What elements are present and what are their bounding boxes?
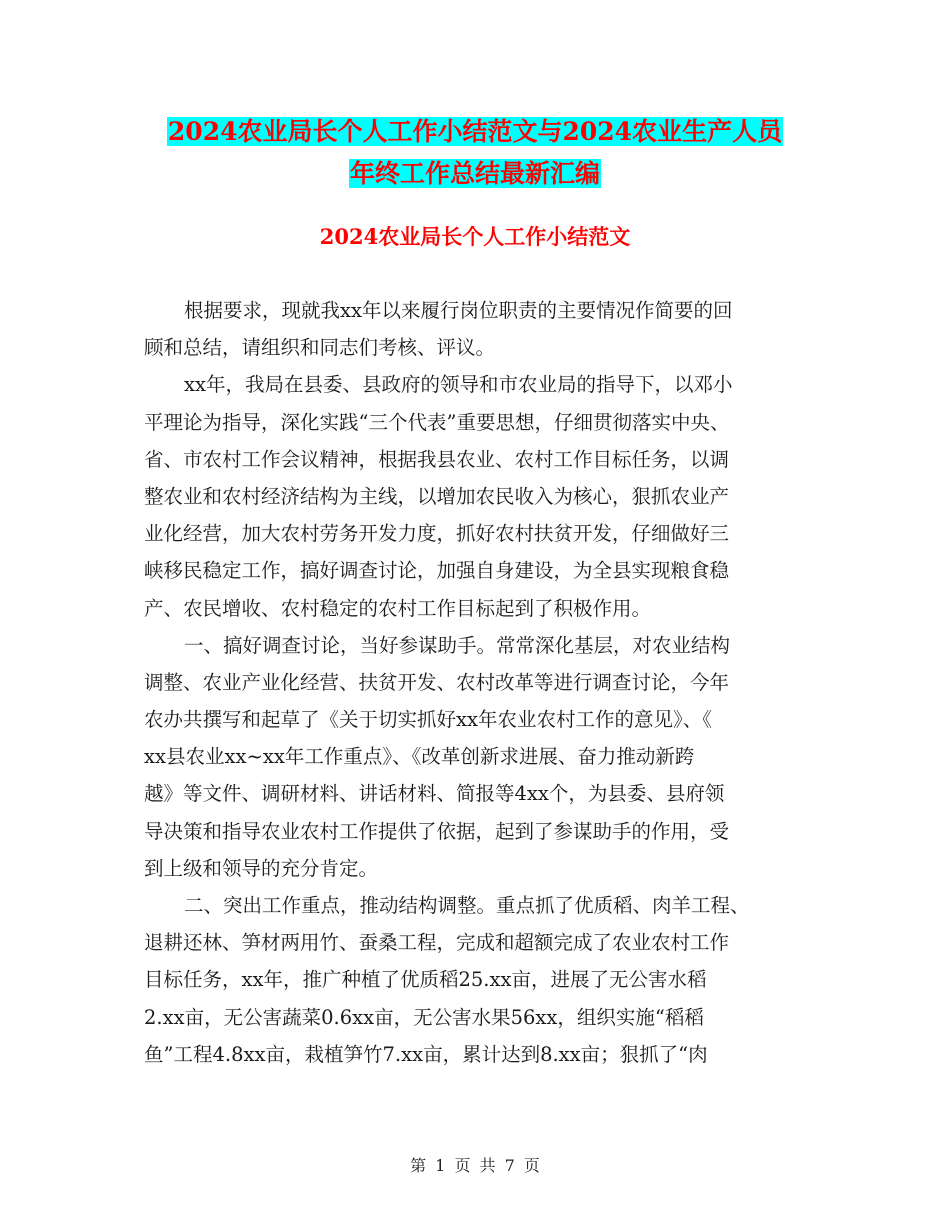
title-highlight-1: 2024农业局长个人工作小结范文与2024农业生产人员 bbox=[167, 117, 783, 146]
document-title-line-2 bbox=[0, 150, 950, 198]
paragraph-3-line-6: 导决策和指导农业农村工作提供了依据，起到了参谋助手的作用，受 bbox=[144, 819, 730, 843]
title-highlight-2: 年终工作总结最新汇编 bbox=[349, 159, 600, 188]
paragraph-4-line-2: 退耕还林、笋材两用竹、蚕桑工程，完成和超额完成了农业农村工作 bbox=[144, 931, 730, 955]
page-footer: 第 1 页 共 7 页 bbox=[410, 1156, 540, 1175]
paragraph-2-line-2: 平理论为指导，深化实践“三个代表”重要思想，仔细贯彻落实中央、 bbox=[144, 410, 730, 434]
paragraph-2-line-4: 整农业和农村经济结构为主线，以增加农民收入为核心，狠抓农业产 bbox=[144, 484, 730, 508]
body-text bbox=[144, 292, 814, 1073]
document-title-line-1 bbox=[0, 108, 950, 156]
paragraph-3-line-2: 调整、农业产业化经营、扶贫开发、农村改革等进行调查讨论，今年 bbox=[144, 670, 730, 694]
paragraph-4-line-5: 鱼”工程4.8xx亩，栽植笋竹7.xx亩，累计达到8.xx亩；狠抓了“肉 bbox=[144, 1042, 708, 1066]
paragraph-4-line-4: 2.xx亩，无公害蔬菜0.6xx亩，无公害水果56xx，组织实施“稻稻 bbox=[144, 1005, 704, 1029]
paragraph-2-line-5: 业化经营，加大农村劳务开发力度，抓好农村扶贫开发，仔细做好三 bbox=[144, 522, 730, 546]
paragraph-1-line-2: 顾和总结，请组织和同志们考核、评议。 bbox=[144, 336, 496, 360]
paragraph-3-line-1: 一、搞好调查讨论，当好参谋助手。常常深化基层，对农业结构 bbox=[184, 633, 731, 657]
paragraph-2-line-1: xx年，我局在县委、县政府的领导和市农业局的指导下，以邓小 bbox=[184, 373, 733, 397]
paragraph-3-line-7: 到上级和领导的充分肯定。 bbox=[144, 856, 379, 880]
section-title: 2024农业局长个人工作小结范文 bbox=[319, 224, 631, 249]
paragraph-2-line-7: 产、农民增收、农村稳定的农村工作目标起到了积极作用。 bbox=[144, 596, 652, 620]
paragraph-4-line-3: 目标任务，xx年，推广种植了优质稻25.xx亩，进展了无公害水稻 bbox=[144, 968, 707, 992]
paragraph-4-line-1: 二、突出工作重点，推动结构调整。重点抓了优质稻、肉羊工程、 bbox=[184, 894, 750, 917]
paragraph-2-line-3: 省、市农村工作会议精神，根据我县农业、农村工作目标任务，以调 bbox=[144, 447, 730, 471]
paragraph-2-line-6: 峡移民稳定工作，搞好调查讨论，加强自身建设，为全县实现粮食稳 bbox=[144, 559, 730, 583]
paragraph-3-line-4: xx县农业xx~xx年工作重点》、《改革创新求进展、奋力推动新跨 bbox=[144, 745, 695, 769]
paragraph-3-line-3: 农办共撰写和起草了《关于切实抓好xx年农业农村工作的意见》、《 bbox=[144, 708, 712, 732]
paragraph-3-line-5: 越》等文件、调研材料、讲话材料、简报等4xx个，为县委、县府领 bbox=[144, 782, 725, 806]
paragraph-1-line-1: 根据要求，现就我xx年以来履行岗位职责的主要情况作简要的回 bbox=[184, 299, 733, 322]
